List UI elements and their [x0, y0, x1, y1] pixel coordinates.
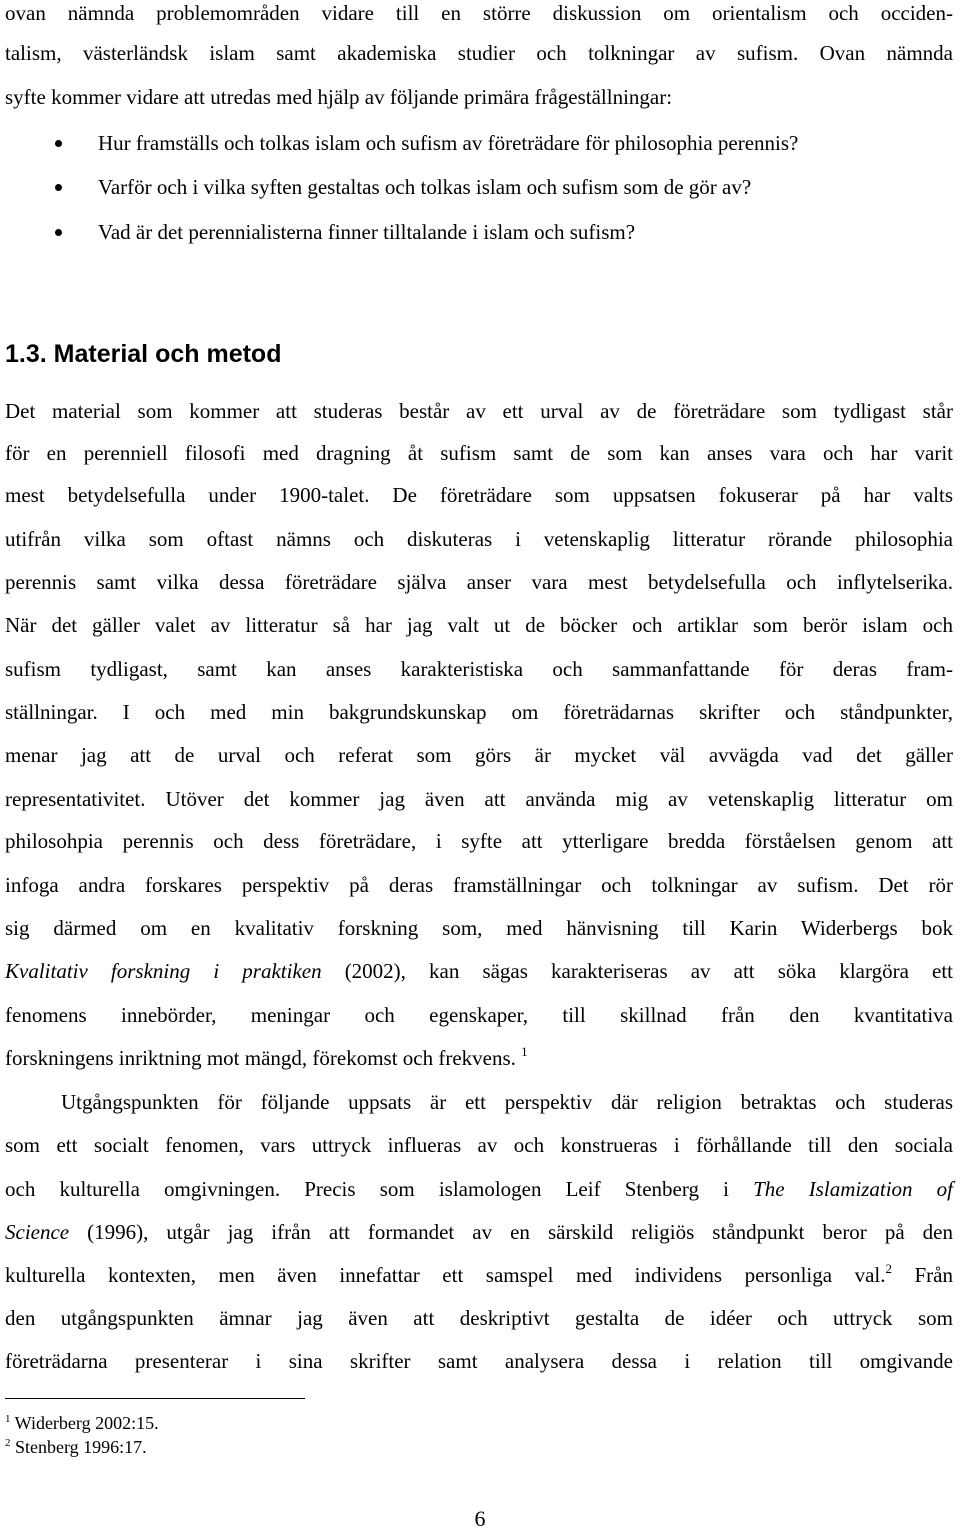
- paragraph-line: som ett socialt fenomen, vars uttryck influeras av och konstrueras i förhållande till den sociala: [5, 1133, 953, 1157]
- footnote-text: Stenberg 1996:17.: [10, 1437, 147, 1457]
- paragraph-line: När det gäller valet av litteratur så har jag valt ut de böcker och artiklar som berör islam och: [5, 613, 953, 637]
- book-title: Science: [5, 1220, 70, 1244]
- paragraph-line: ställningar. I och med min bakgrundskunskap om företrädarnas skrifter och ståndpunkter,: [5, 700, 953, 724]
- line-text: kulturella kontexten, men även innefattar ett samspel med individens personliga val.: [5, 1263, 886, 1287]
- question-1: Hur framställs och tolkas islam och sufism av företrädare för philosophia perennis?: [98, 131, 799, 155]
- book-title: The Islamization of: [753, 1177, 953, 1201]
- paragraph-line: mest betydelsefulla under 1900-talet. De företrädare som uppsatsen fokuserar på har valts: [5, 483, 953, 507]
- intro-line-1: ovan nämnda problemområden vidare till en större diskussion om orientalism och occiden-: [5, 1, 953, 25]
- paragraph-line: sufism tydligast, samt kan anses karakteristiska och sammanfattande för deras fram-: [5, 657, 953, 681]
- line-text: Från: [892, 1263, 953, 1287]
- question-2: Varför och i vilka syften gestaltas och tolkas islam och sufism som de gör av?: [98, 175, 752, 199]
- paragraph-line: representativitet. Utöver det kommer jag även att använda mig av vetenskaplig litteratur om: [5, 787, 953, 811]
- footnote-ref[interactable]: 2: [885, 1261, 892, 1276]
- line-text: och kulturella omgivningen. Precis som islamologen Leif Stenberg i: [5, 1177, 754, 1201]
- paragraph-line: för en perenniell filosofi med dragning åt sufism samt de som kan anses vara och har varit: [5, 441, 953, 465]
- paragraph-line: [5, 1219, 953, 1245]
- paragraph-line: [5, 1176, 953, 1202]
- footnote-number: 2: [5, 1437, 11, 1449]
- question-3: Vad är det perennialisterna finner tilltalande i islam och sufism?: [98, 220, 636, 244]
- footnote-2: [5, 1436, 147, 1458]
- line-text: (2002), kan sägas karakteriseras av att söka klargöra ett: [321, 959, 953, 983]
- paragraph-line: sig därmed om en kvalitativ forskning som, med hänvisning till Karin Widerbergs bok: [5, 916, 953, 940]
- paragraph-line: menar jag att de urval och referat som görs är mycket väl avvägda vad det gäller: [5, 743, 953, 767]
- paragraph-line: [5, 958, 953, 984]
- intro-line-3: syfte kommer vidare att utredas med hjälp av följande primära frågeställningar:: [5, 85, 673, 109]
- page-number: 6: [474, 1506, 486, 1531]
- paragraph-line: perennis samt vilka dessa företrädare själva anser vara mest betydelsefulla och inflytelserika.: [5, 570, 953, 594]
- footnote-separator: [5, 1398, 305, 1399]
- paragraph-line: [5, 1262, 953, 1288]
- footnote-text: Widerberg 2002:15.: [10, 1413, 159, 1433]
- bullet-icon: [55, 184, 62, 191]
- footnote-ref[interactable]: 1: [521, 1044, 528, 1059]
- line-text: forskningens inriktning mot mängd, förekomst och frekvens.: [5, 1046, 516, 1070]
- paragraph-line: fenomens innebörder, meningar och egenskaper, till skillnad från den kvantitativa: [5, 1003, 953, 1027]
- intro-line-2: talism, västerländsk islam samt akademiska studier och tolkningar av sufism. Ovan nämnda: [5, 41, 953, 65]
- bullet-icon: [55, 229, 62, 236]
- paragraph-line: den utgångspunkten ämnar jag även att deskriptivt gestalta de idéer och uttryck som: [5, 1306, 953, 1330]
- paragraph-line: philosohpia perennis och dess företrädare, i syfte att ytterligare bredda förståelsen genom att: [5, 829, 953, 853]
- paragraph-line: infoga andra forskares perspektiv på deras framställningar och tolkningar av sufism. Det rör: [5, 873, 953, 897]
- bullet-icon: [55, 140, 62, 147]
- section-heading: 1.3. Material och metod: [5, 340, 282, 368]
- paragraph-line: Utgångspunkten för följande uppsats är ett perspektiv där religion betraktas och studeras: [61, 1090, 953, 1114]
- paragraph-line: Det material som kommer att studeras består av ett urval av de företrädare som tydligast står: [5, 399, 953, 423]
- footnote-number: 1: [5, 1413, 11, 1425]
- paragraph-line: [5, 1045, 953, 1071]
- book-title: Kvalitativ forskning i praktiken: [5, 959, 322, 983]
- line-text: (1996), utgår jag ifrån att formandet av en särskild religiös ståndpunkt beror på den: [69, 1220, 953, 1244]
- paragraph-line: utifrån vilka som oftast nämns och diskuteras i vetenskaplig litteratur rörande philosophia: [5, 527, 953, 551]
- footnote-1: [5, 1412, 159, 1434]
- paragraph-line: företrädarna presenterar i sina skrifter samt analysera dessa i relation till omgivande: [5, 1349, 953, 1373]
